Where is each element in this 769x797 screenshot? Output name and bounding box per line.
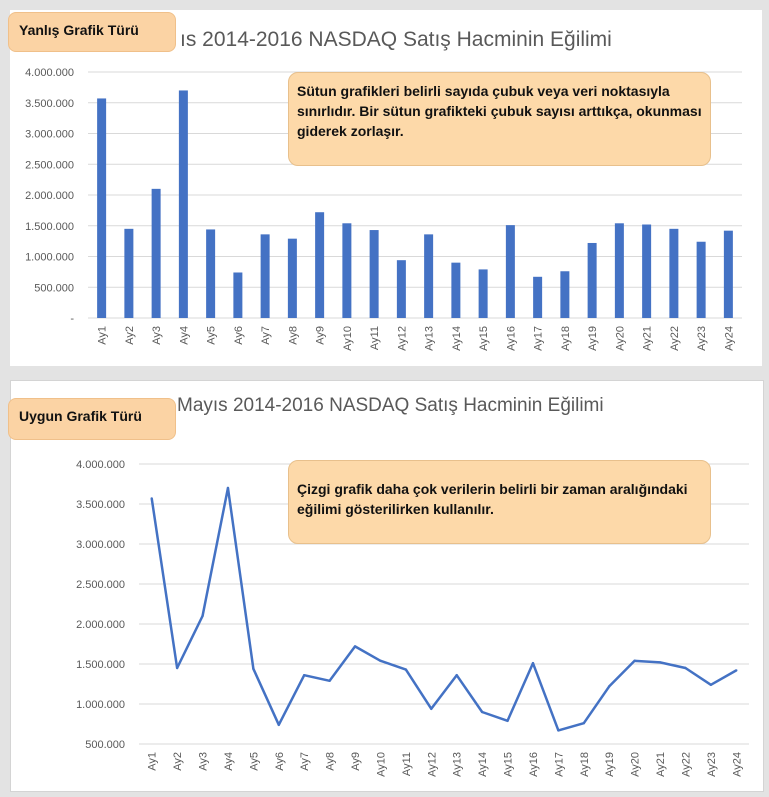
bar-y-tick-label: 4.000.000 [25,67,74,79]
bar-Ay2 [124,229,133,318]
bar-y-tick-label: 500.000 [34,282,74,295]
line-x-tick-label: Ay10 [375,752,388,777]
bar-Ay10 [342,223,351,318]
line-point-Ay14 [481,711,483,713]
bar-Ay23 [697,242,706,318]
line-x-tick-label: Ay13 [451,752,464,777]
line-point-Ay1 [151,497,153,499]
right-chart-type-tag: Uygun Grafik Türü [8,398,176,440]
line-x-tick-label: Ay17 [553,752,566,777]
line-point-Ay10 [379,660,381,662]
line-x-tick-label: Ay14 [477,752,490,777]
line-y-tick-label: 3.000.000 [76,539,125,551]
bar-Ay22 [669,229,678,318]
line-point-Ay22 [684,667,686,669]
bar-x-tick-label: Ay19 [587,326,600,351]
bar-x-tick-label: Ay14 [450,326,463,351]
bar-Ay24 [724,231,733,318]
line-x-tick-label: Ay3 [197,752,210,771]
line-y-tick-label: 1.000.000 [76,699,125,711]
bar-Ay8 [288,239,297,318]
bar-x-tick-label: Ay18 [559,326,572,351]
line-point-Ay23 [710,684,712,686]
line-x-tick-label: Ay18 [578,752,591,777]
line-x-tick-label: Ay5 [248,752,261,771]
line-x-tick-label: Ay20 [629,752,642,777]
bar-Ay3 [152,189,161,318]
bar-x-tick-label: Ay9 [314,326,327,345]
bar-y-tick-label: 3.500.000 [25,97,74,110]
line-point-Ay7 [303,674,305,676]
line-x-tick-label: Ay1 [146,752,159,771]
line-x-tick-label: Ay12 [426,752,439,777]
line-y-tick-label: 2.500.000 [76,579,125,591]
bar-x-tick-label: Ay23 [696,326,709,351]
line-y-tick-label: 1.500.000 [76,659,125,671]
bar-Ay19 [588,243,597,318]
bar-Ay5 [206,229,215,318]
bar-Ay16 [506,225,515,318]
bar-chart-title: ıs 2014-2016 NASDAQ Satış Hacminin Eğilimi [180,28,612,51]
bar-x-tick-label: Ay10 [341,326,354,351]
line-point-Ay4 [227,487,229,489]
bar-Ay6 [233,272,242,318]
line-x-tick-label: Ay11 [400,752,413,777]
line-point-Ay18 [583,722,585,724]
line-point-Ay16 [532,662,534,664]
bar-Ay21 [642,225,651,318]
line-point-Ay11 [405,668,407,670]
bar-x-tick-label: Ay8 [287,326,300,345]
bar-chart-panel [10,10,762,366]
line-point-Ay20 [633,660,635,662]
bar-x-tick-label: Ay13 [423,326,436,351]
line-chart [11,381,763,791]
line-x-tick-label: Ay2 [172,752,185,771]
line-point-Ay15 [506,720,508,722]
line-x-tick-label: Ay6 [273,752,286,771]
bar-y-tick-label: - [70,313,74,325]
line-point-Ay24 [735,669,737,671]
line-y-tick-label: 2.000.000 [76,619,125,631]
bar-Ay11 [370,230,379,318]
bar-Ay12 [397,260,406,318]
line-y-tick-label: 500.000 [85,739,125,751]
wrong-chart-type-tag: Yanlış Grafik Türü [8,12,176,52]
bar-Ay13 [424,234,433,318]
line-point-Ay21 [659,661,661,663]
line-x-tick-label: Ay15 [502,752,515,777]
line-point-Ay13 [456,674,458,676]
bar-x-tick-label: Ay20 [614,326,627,351]
bar-x-tick-label: Ay17 [532,326,545,351]
line-x-tick-label: Ay19 [604,752,617,777]
line-y-tick-label: 3.500.000 [76,499,125,511]
bar-y-tick-label: 1.500.000 [25,220,74,233]
bar-x-tick-label: Ay11 [369,326,382,351]
bar-chart-note: Sütun grafikleri belirli sayıda çubuk veya veri noktasıyla sınırlıdır. Bir sütun grafikteki çubuk sayısı arttıkça, okunması giderek zorlaşır. [288,72,711,166]
line-chart-panel [10,380,764,792]
bar-Ay9 [315,212,324,318]
bar-Ay7 [261,234,270,318]
line-chart-note: Çizgi grafik daha çok verilerin belirli bir zaman aralığındaki eğilimi gösterilirken kullanılır. [288,460,711,544]
line-x-tick-label: Ay4 [222,752,235,771]
bar-x-tick-label: Ay12 [396,326,409,351]
line-point-Ay2 [176,667,178,669]
bar-Ay1 [97,98,106,318]
bar-y-tick-label: 3.000.000 [25,128,74,141]
bar-x-tick-label: Ay4 [178,326,191,345]
bar-y-tick-label: 1.000.000 [25,251,74,264]
line-point-Ay12 [430,708,432,710]
bar-Ay4 [179,90,188,318]
line-point-Ay19 [608,685,610,687]
bar-x-tick-label: Ay1 [96,326,109,345]
line-point-Ay17 [557,729,559,731]
bar-x-tick-label: Ay2 [123,326,136,345]
line-point-Ay9 [354,645,356,647]
line-x-tick-label: Ay22 [680,752,693,777]
bar-chart [10,10,762,366]
bar-x-tick-label: Ay6 [232,326,245,345]
line-x-tick-label: Ay21 [655,752,668,777]
bar-x-tick-label: Ay16 [505,326,518,351]
bar-x-tick-label: Ay3 [151,326,164,345]
bar-x-tick-label: Ay15 [478,326,491,351]
bar-Ay20 [615,223,624,318]
line-x-tick-label: Ay9 [350,752,363,771]
line-point-Ay5 [252,668,254,670]
bar-y-tick-label: 2.500.000 [25,159,74,172]
line-point-Ay8 [328,680,330,682]
bar-Ay14 [451,263,460,318]
line-x-tick-label: Ay7 [299,752,312,771]
line-point-Ay6 [278,724,280,726]
line-x-tick-label: Ay16 [527,752,540,777]
bar-x-tick-label: Ay21 [641,326,654,351]
bar-Ay15 [479,269,488,318]
line-x-tick-label: Ay23 [705,752,718,777]
bar-x-tick-label: Ay5 [205,326,218,345]
line-chart-title: Mayıs 2014-2016 NASDAQ Satış Hacminin Eğilimi [177,395,604,416]
line-point-Ay3 [201,615,203,617]
bar-y-tick-label: 2.000.000 [25,190,74,202]
line-x-tick-label: Ay24 [731,752,744,777]
bar-x-tick-label: Ay24 [723,326,736,351]
bar-Ay17 [533,277,542,318]
bar-x-tick-label: Ay7 [260,326,273,345]
bar-Ay18 [560,271,569,318]
line-y-tick-label: 4.000.000 [76,459,125,471]
line-x-tick-label: Ay8 [324,752,337,771]
bar-x-tick-label: Ay22 [668,326,681,351]
